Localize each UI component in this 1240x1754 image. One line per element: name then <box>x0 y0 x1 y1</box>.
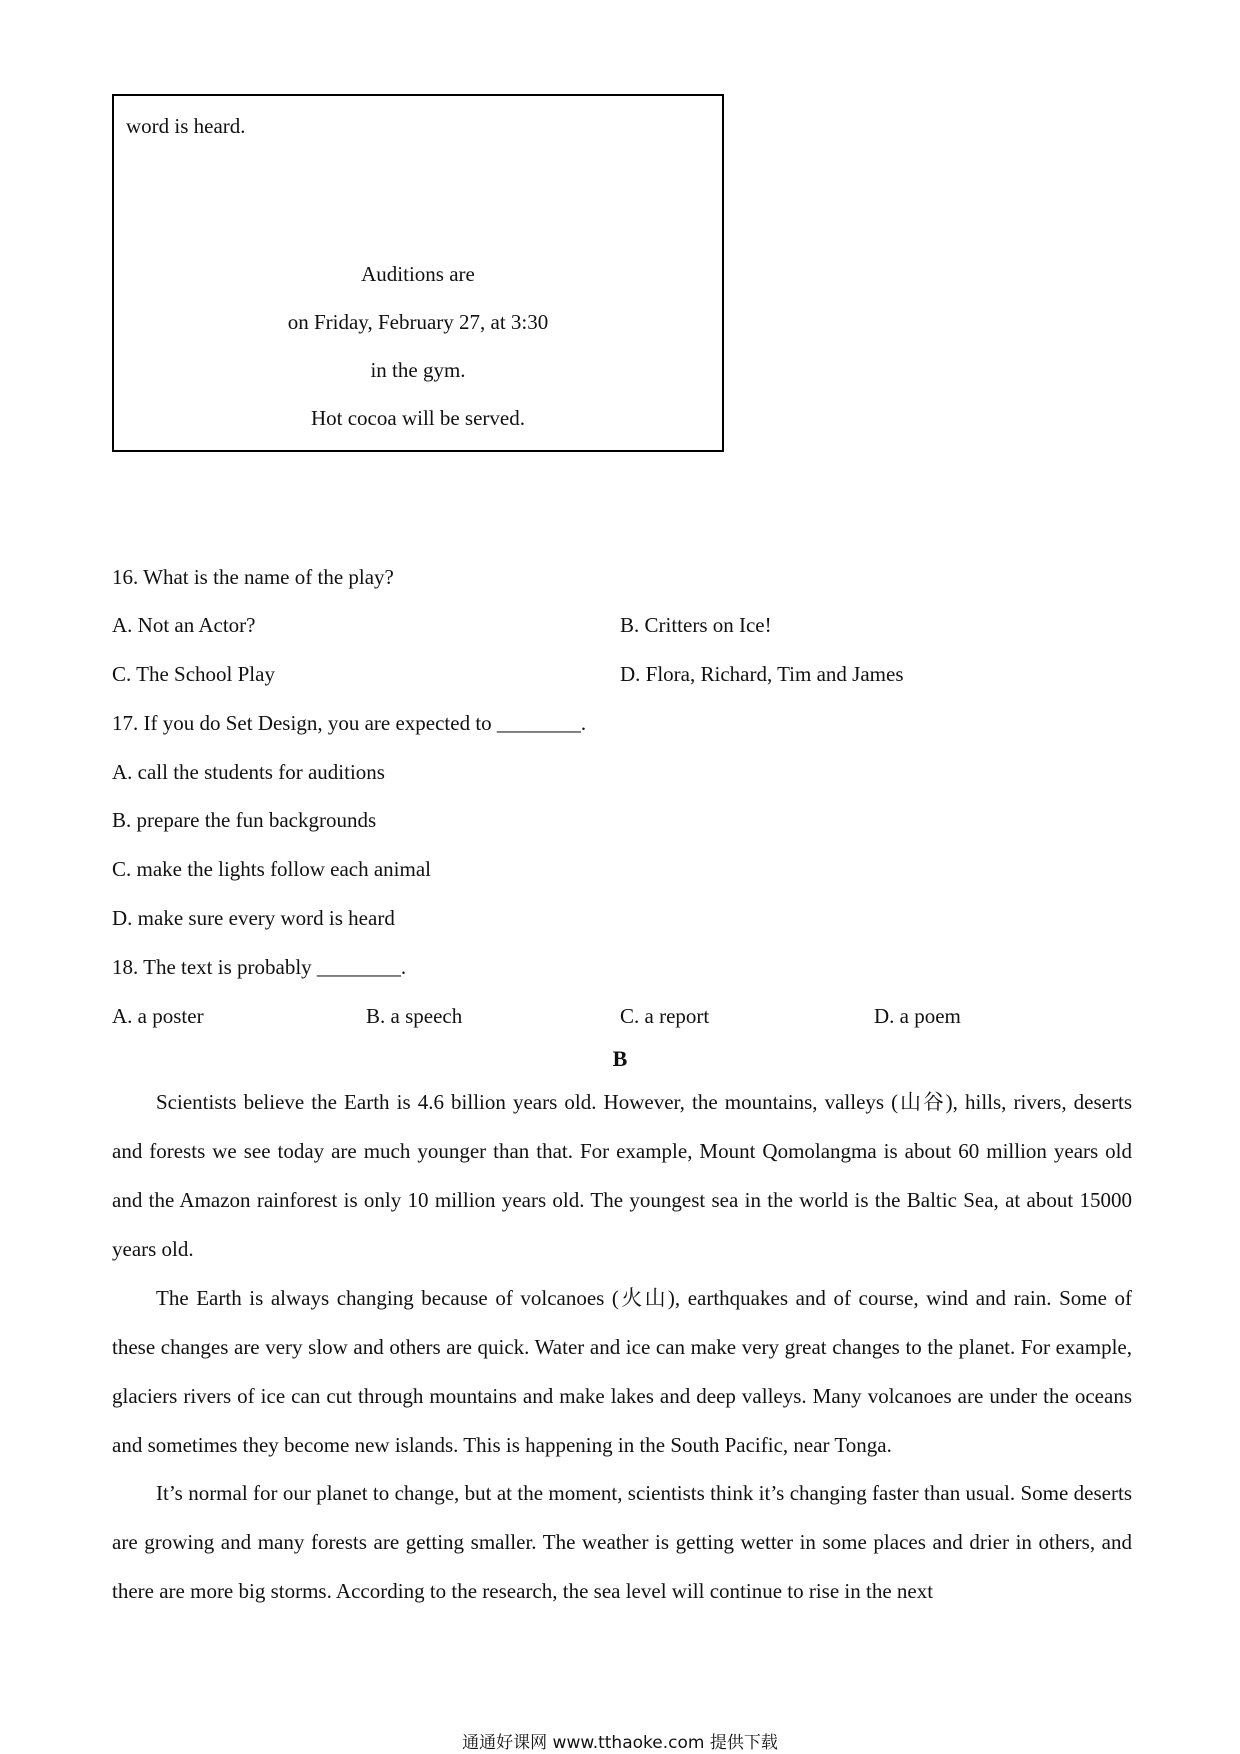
question-18-option-b: B. a speech <box>366 1004 463 1028</box>
question-18-option-a: A. a poster <box>112 1004 204 1028</box>
section-b-paragraph-2: The Earth is always changing because of volcanoes (火山), earthquakes and of course, wind and rain. Some of these changes are very slow and others are quick. Water and ice can make very great changes to the planet. For example, glaciers rivers of ice can cut through mountains and make lakes and deep valleys. Many volcanoes are under the oceans and sometimes they become new islands. This is happening in the South Pacific, near Tonga. <box>112 1286 1132 1457</box>
section-b-heading: B <box>612 1046 628 1071</box>
notice-first-line: word is heard. <box>126 114 246 138</box>
section-b-paragraph-3: It’s normal for our planet to change, but at the moment, scientists think it’s changing faster than usual. Some deserts are growing and many forests are getting smaller. The weather is getting wetter in some places and drier in others, and there are more big storms. According to the research, the sea level will continue to rise in the next <box>112 1481 1132 1603</box>
question-17-option-b: B. prepare the fun backgrounds <box>112 808 377 832</box>
question-18-option-d: D. a poem <box>874 1004 961 1028</box>
question-17-option-c: C. make the lights follow each animal <box>112 857 431 881</box>
question-16-option-b: B. Critters on Ice! <box>620 613 772 637</box>
notice-box <box>112 94 724 452</box>
question-16-option-c: C. The School Play <box>112 662 275 686</box>
question-16-option-d: D. Flora, Richard, Tim and James <box>620 662 904 686</box>
notice-line: in the gym. <box>370 358 466 382</box>
question-17-option-a: A. call the students for auditions <box>112 760 385 784</box>
page-footer: 通通好课网 www.tthaoke.com 提供下载 <box>462 1733 778 1753</box>
notice-line: on Friday, February 27, at 3:30 <box>287 310 549 334</box>
notice-line: Auditions are <box>361 262 475 286</box>
notice-line: Hot cocoa will be served. <box>310 406 525 430</box>
question-17-option-d: D. make sure every word is heard <box>112 906 395 930</box>
question-17-stem: 17. If you do Set Design, you are expected to ________. <box>112 711 587 735</box>
question-18-option-c: C. a report <box>620 1004 710 1028</box>
question-18-stem: 18. The text is probably ________. <box>112 955 407 979</box>
question-16-stem: 16. What is the name of the play? <box>112 565 394 589</box>
section-b-paragraph-1: Scientists believe the Earth is 4.6 billion years old. However, the mountains, valleys (山谷), hills, rivers, deserts and forests we see today are much younger than that. For example, Mount Qomolangma is about 60 million years old and the Amazon rainforest is only 10 million years old. The youngest sea in the world is the Baltic Sea, at about 15000 years old. <box>112 1090 1132 1261</box>
question-16-option-a: A. Not an Actor? <box>112 613 256 637</box>
